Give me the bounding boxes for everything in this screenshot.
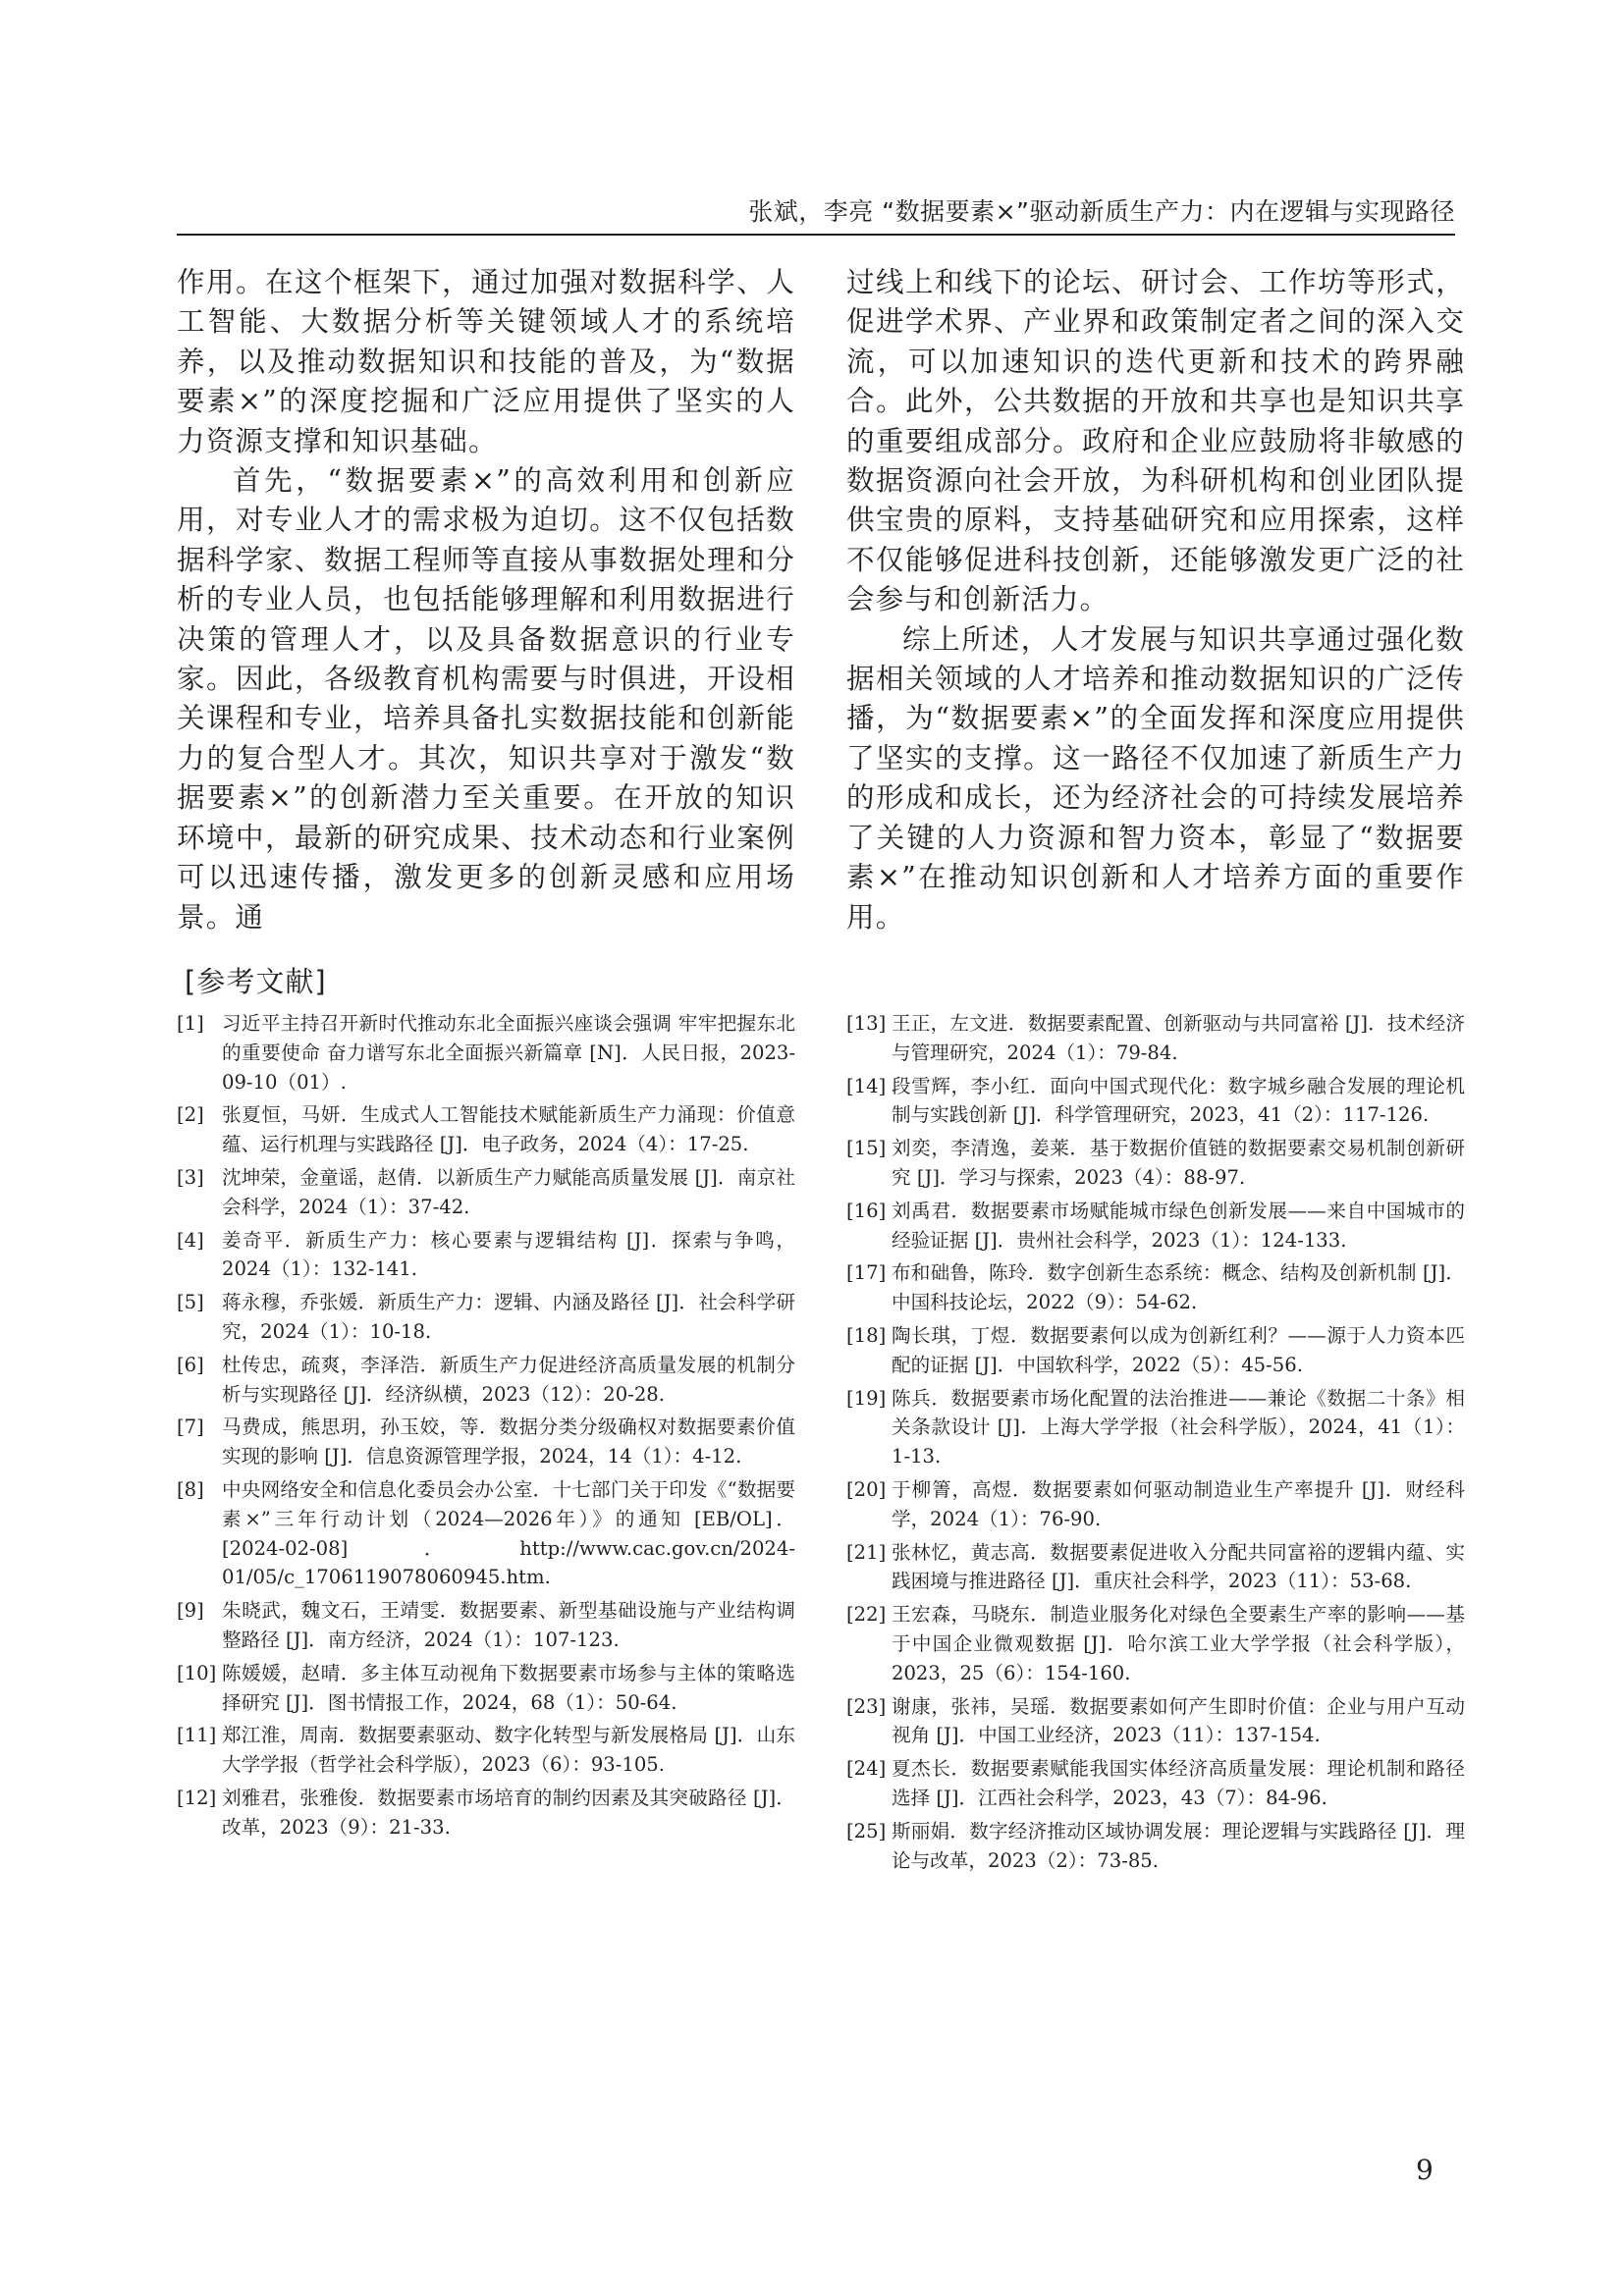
reference-item <box>177 1659 795 1718</box>
reference-number: [2] <box>177 1103 204 1127</box>
reference-item <box>846 1692 1465 1751</box>
reference-number: [9] <box>177 1599 204 1623</box>
reference-text: 陈媛媛，赵晴．多主体互动视角下数据要素市场参与主体的策略选择研究 [J]．图书情报工作，2024，68（1）：50-64. <box>222 1661 795 1714</box>
reference-text: 刘雅君，张雅俊．数据要素市场培育的制约因素及其突破路径 [J]．改革，2023（9）：21-33. <box>222 1786 795 1839</box>
reference-number: [1] <box>177 1012 204 1035</box>
reference-text: 陈兵．数据要素市场化配置的法治推进——兼论《数据二十条》相关条款设计 [J]．上海大学学报（社会科学版），2024，41（1）：1-13. <box>892 1386 1465 1468</box>
reference-number: [13] <box>846 1012 887 1035</box>
reference-item <box>177 1009 795 1096</box>
reference-item <box>177 1784 795 1842</box>
reference-text: 习近平主持召开新时代推动东北全面振兴座谈会强调 牢牢把握东北的重要使命 奋力谱写东北全面振兴新篇章 [N]．人民日报，2023-09-10（01）. <box>222 1012 795 1094</box>
body-paragraph: 作用。在这个框架下，通过加强对数据科学、人工智能、大数据分析等关键领域人才的系统培养，以及推动数据知识和技能的普及，为“数据要素×”的深度挖掘和广泛应用提供了坚实的人力资源支撑和知识基础。 <box>177 266 795 457</box>
reference-item <box>846 1384 1465 1471</box>
reference-item <box>177 1163 795 1222</box>
reference-item <box>846 1197 1465 1255</box>
body-paragraph: 首先，“数据要素×”的高效利用和创新应用，对专业人才的需求极为迫切。这不仅包括数据科学家、数据工程师等直接从事数据处理和分析的专业人员，也包括能够理解和利用数据进行决策的管理人才，以及具备数据意识的行业专家。因此，各级教育机构需要与时俱进，开设相关课程和专业，培养具备扎实数据技能和创新能力的复合型人才。其次，知识共享对于激发“数据要素×”的创新潜力至关重要。在开放的知识环境中，最新的研究成果、技术动态和行业案例可以迅速传播，激发更多的创新灵感和应用场景。通 <box>177 464 795 934</box>
reference-text: 斯丽娟．数字经济推动区域协调发展：理论逻辑与实践路径 [J]．理论与改革，2023（2）：73-85. <box>892 1819 1465 1872</box>
reference-item <box>177 1100 795 1159</box>
reference-item <box>177 1351 795 1410</box>
body-paragraph: 综上所述，人才发展与知识共享通过强化数据相关领域的人才培养和推动数据知识的广泛传播，为“数据要素×”的全面发挥和深度应用提供了坚实的支撑。这一路径不仅加速了新质生产力的形成和成长，还为经济社会的可持续发展培养了关键的人力资源和智力资本，彰显了“数据要素×”在推动知识创新和人才培养方面的重要作用。 <box>846 622 1465 934</box>
body-column-right <box>846 263 1465 937</box>
reference-text: 陶长琪，丁煜．数据要素何以成为创新红利？——源于人力资本匹配的证据 [J]．中国软科学，2022（5）：45-56. <box>892 1323 1465 1376</box>
reference-number: [10] <box>177 1661 217 1684</box>
reference-number: [18] <box>846 1323 887 1347</box>
reference-text: 夏杰长．数据要素赋能我国实体经济高质量发展：理论机制和路径选择 [J]．江西社会科学，2023，43（7）：84-96. <box>892 1757 1465 1809</box>
reference-text: 王宏森，马晓东．制造业服务化对绿色全要素生产率的影响——基于中国企业微观数据 [J]．哈尔滨工业大学学报（社会科学版），2023，25（6）：154-160. <box>892 1603 1465 1684</box>
reference-text: 张夏恒，马妍．生成式人工智能技术赋能新质生产力涌现：价值意蕴、运行机理与实践路径 [J]．电子政务，2024（4）：17-25. <box>222 1103 795 1156</box>
reference-number: [20] <box>846 1477 887 1501</box>
reference-number: [5] <box>177 1291 204 1314</box>
reference-text: 蒋永穆，乔张媛．新质生产力：逻辑、内涵及路径 [J]．社会科学研究，2024（1）：10-18. <box>222 1291 795 1343</box>
reference-number: [23] <box>846 1694 887 1718</box>
reference-number: [4] <box>177 1228 204 1252</box>
body-paragraph: 过线上和线下的论坛、研讨会、工作坊等形式，促进学术界、产业界和政策制定者之间的深入交流，可以加速知识的迭代更新和技术的跨界融合。此外，公共数据的开放和共享也是知识共享的重要组成部分。政府和企业应鼓励将非敏感的数据资源向社会开放，为科研机构和创业团队提供宝贵的原料，支持基础研究和应用探索，这样不仅能够促进科技创新，还能够激发更广泛的社会参与和创新活力。 <box>846 266 1465 616</box>
reference-item <box>846 1009 1465 1068</box>
reference-number: [8] <box>177 1477 204 1501</box>
reference-item <box>846 1321 1465 1380</box>
reference-item <box>846 1258 1465 1317</box>
reference-text: 中央网络安全和信息化委员会办公室．十七部门关于印发《“数据要素×”三年行动计划（2024—2026年）》的通知 [EB/OL]． [2024-02-08]．http://www.cac.gov.cn/2024-01/05/c_1706119078060945.htm. <box>222 1477 795 1589</box>
reference-number: [12] <box>177 1786 217 1809</box>
reference-item <box>177 1413 795 1471</box>
reference-number: [7] <box>177 1415 204 1439</box>
body-column-left <box>177 263 795 937</box>
reference-number: [11] <box>177 1724 217 1747</box>
reference-number: [3] <box>177 1165 204 1189</box>
reference-number: [14] <box>846 1074 887 1097</box>
reference-text: 郑江淮，周南．数据要素驱动、数字化转型与新发展格局 [J]．山东大学学报（哲学社会科学版），2023（6）：93-105. <box>222 1724 795 1777</box>
reference-text: 杜传忠，疏爽，李泽浩．新质生产力促进经济高质量发展的机制分析与实现路径 [J]．经济纵横，2023（12）：20-28. <box>222 1353 795 1406</box>
reference-number: [22] <box>846 1603 887 1627</box>
reference-number: [19] <box>846 1386 887 1410</box>
reference-text: 刘禹君．数据要素市场赋能城市绿色创新发展——来自中国城市的经验证据 [J]．贵州社会科学，2023（1）：124-133. <box>892 1199 1465 1252</box>
references-column-left <box>177 1009 795 1846</box>
reference-text: 朱晓武，魏文石，王靖雯．数据要素、新型基础设施与产业结构调整路径 [J]．南方经济，2024（1）：107-123. <box>222 1599 795 1651</box>
reference-text: 王正，左文进．数据要素配置、创新驱动与共同富裕 [J]．技术经济与管理研究，2024（1）：79-84. <box>892 1012 1465 1064</box>
reference-text: 布和础鲁，陈玲．数字创新生态系统：概念、结构及创新机制 [J]．中国科技论坛，2022（9）：54-62. <box>892 1261 1465 1314</box>
reference-number: [17] <box>846 1261 887 1285</box>
reference-item <box>846 1072 1465 1131</box>
reference-number: [25] <box>846 1819 887 1842</box>
reference-number: [15] <box>846 1137 887 1160</box>
reference-text: 谢康，张祎，吴瑶．数据要素如何产生即时价值：企业与用户互动视角 [J]．中国工业经济，2023（11）：137-154. <box>892 1694 1465 1747</box>
reference-text: 姜奇平．新质生产力：核心要素与逻辑结构 [J]．探索与争鸣，2024（1）：132-141. <box>222 1228 795 1281</box>
reference-text: 沈坤荣，金童谣，赵倩．以新质生产力赋能高质量发展 [J]．南京社会科学，2024（1）：37-42. <box>222 1165 795 1218</box>
reference-item <box>846 1817 1465 1876</box>
reference-text: 刘奕，李清逸，姜莱．基于数据价值链的数据要素交易机制创新研究 [J]．学习与探索，2023（4）：88-97. <box>892 1137 1465 1189</box>
page-number: 9 <box>1416 2154 1434 2186</box>
running-header: 张斌，李亮 “数据要素×”驱动新质生产力：内在逻辑与实现路径 <box>748 197 1455 226</box>
reference-item <box>177 1475 795 1592</box>
reference-text: 张林忆，黄志高．数据要素促进收入分配共同富裕的逻辑内蕴、实践困境与推进路径 [J]．重庆社会科学，2023（11）：53-68. <box>892 1540 1465 1593</box>
references-heading: [参考文献] <box>185 965 327 998</box>
reference-item <box>177 1226 795 1285</box>
reference-text: 于柳箐，高煜．数据要素如何驱动制造业生产率提升 [J]．财经科学，2024（1）：76-90. <box>892 1477 1465 1530</box>
reference-number: [21] <box>846 1540 887 1564</box>
reference-item <box>846 1538 1465 1597</box>
reference-item <box>846 1475 1465 1534</box>
reference-item <box>177 1596 795 1655</box>
reference-text: 段雪辉，李小红．面向中国式现代化：数字城乡融合发展的理论机制与实践创新 [J]．科学管理研究，2023，41（2）：117-126. <box>892 1074 1465 1127</box>
reference-number: [16] <box>846 1199 887 1222</box>
reference-item <box>846 1754 1465 1813</box>
reference-number: [6] <box>177 1353 204 1376</box>
reference-item <box>846 1134 1465 1193</box>
reference-number: [24] <box>846 1757 887 1781</box>
reference-item <box>177 1721 795 1780</box>
references-column-right <box>846 1009 1465 1879</box>
reference-item <box>846 1600 1465 1687</box>
header-rule <box>177 234 1455 236</box>
reference-item <box>177 1288 795 1347</box>
reference-text: 马费成，熊思玥，孙玉姣，等．数据分类分级确权对数据要素价值实现的影响 [J]．信息资源管理学报，2024，14（1）：4-12. <box>222 1415 795 1468</box>
